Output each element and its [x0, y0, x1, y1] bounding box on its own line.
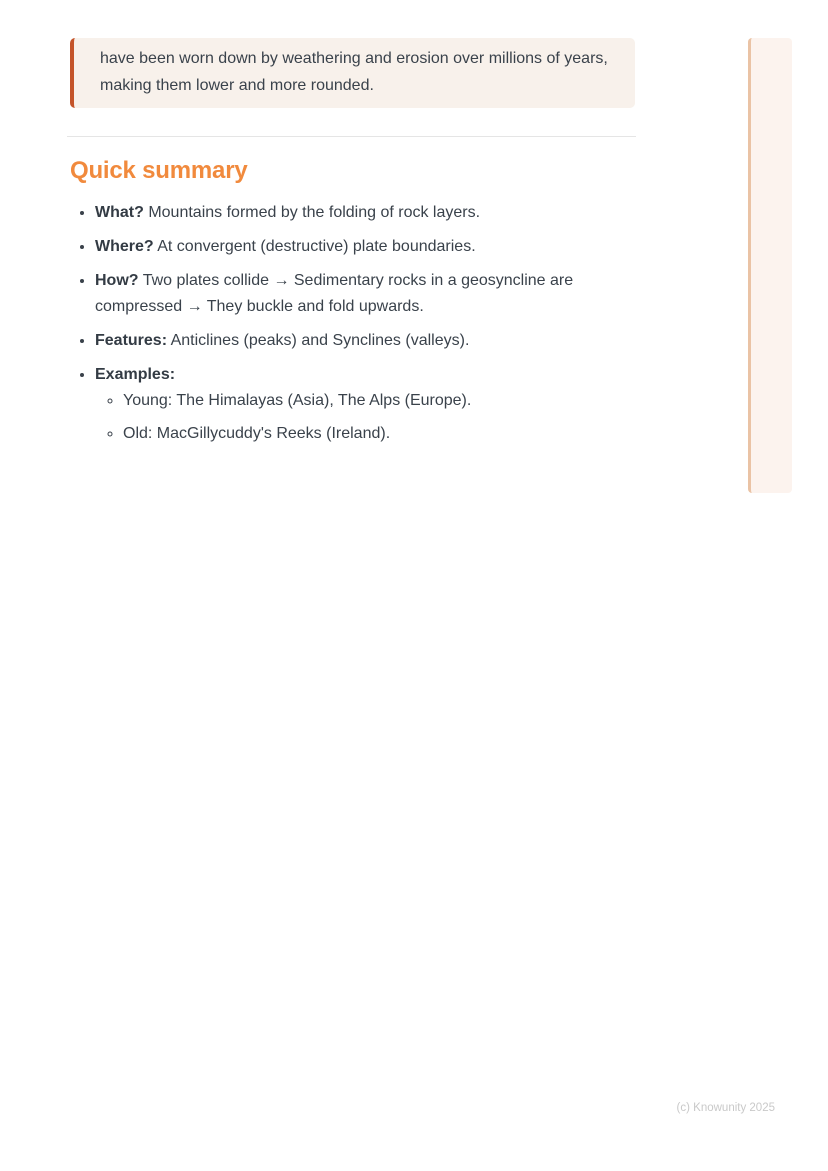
- summary-list: [70, 200, 635, 447]
- list-item-label: Where?: [95, 238, 154, 255]
- quick-summary-section: [70, 200, 635, 455]
- note-callout: [70, 38, 635, 108]
- list-item-label: What?: [95, 204, 144, 221]
- examples-sublist: [95, 388, 635, 447]
- sublist-item-young: [123, 388, 635, 414]
- list-item-text: Two plates collide → Sedimentary rocks in a geosyncline are compressed → They buckle and fold upwards.: [95, 272, 574, 315]
- list-item-label: How?: [95, 272, 139, 289]
- list-item-label: Features:: [95, 332, 168, 349]
- adjacent-page-callout-clipped: [748, 38, 792, 493]
- note-callout-text: have been worn down by weathering and erosion over millions of years, making them lower and more rounded.: [100, 50, 608, 94]
- section-divider: [67, 136, 636, 137]
- sublist-item-old: [123, 421, 635, 447]
- list-item-features: [95, 328, 635, 354]
- list-item-how: [95, 268, 635, 320]
- list-item-label: Examples:: [95, 366, 176, 383]
- list-item-what: [95, 200, 635, 226]
- sublist-item-text: Young: The Himalayas (Asia), The Alps (Europe).: [123, 392, 472, 409]
- list-item-text: At convergent (destructive) plate boundaries.: [157, 238, 476, 255]
- sublist-item-text: Old: MacGillycuddy's Reeks (Ireland).: [123, 425, 391, 442]
- list-item-text: Anticlines (peaks) and Synclines (valleys).: [170, 332, 470, 349]
- copyright-footer: (c) Knowunity 2025: [676, 1102, 775, 1114]
- section-heading: Quick summary: [70, 157, 248, 184]
- list-item-examples: [95, 362, 635, 447]
- list-item-text: Mountains formed by the folding of rock layers.: [148, 204, 481, 221]
- list-item-where: [95, 234, 635, 260]
